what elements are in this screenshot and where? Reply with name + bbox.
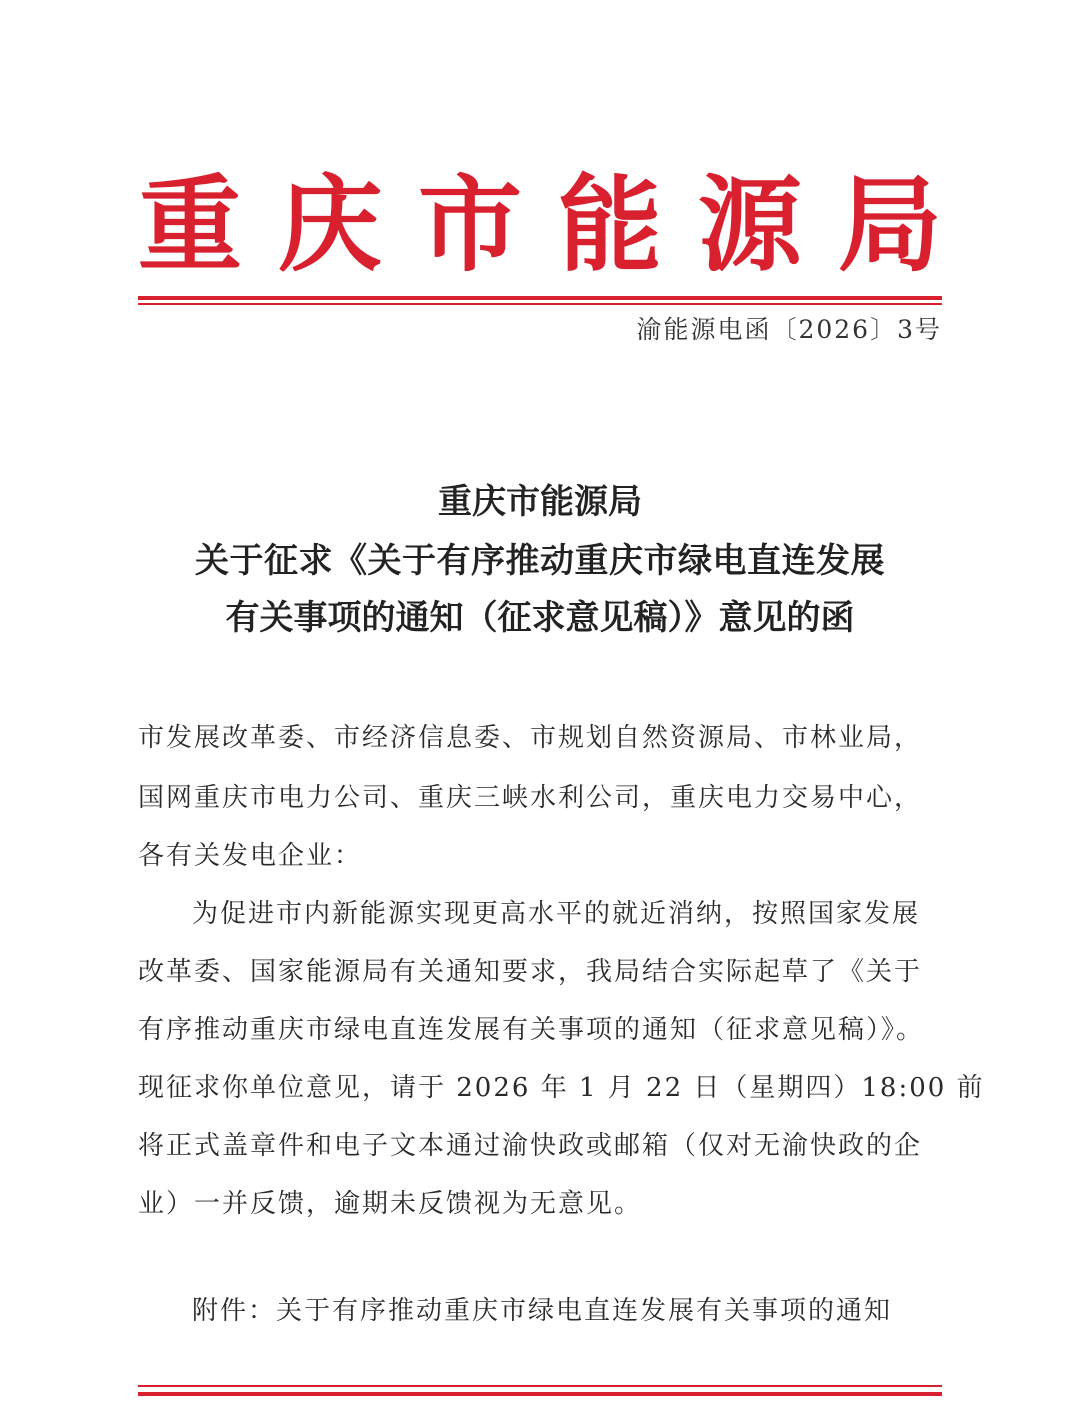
body-line: 为促进市内新能源实现更高水平的就近消纳，按照国家发展 (192, 899, 921, 929)
masthead-char: 局 (837, 163, 942, 286)
masthead-char: 庆 (277, 163, 382, 286)
body-line: 将正式盖章件和电子文本通过渝快政或邮箱（仅对无渝快政的企 (138, 1131, 923, 1161)
header-rule-thin (138, 303, 942, 305)
masthead-char: 重 (138, 163, 243, 286)
body-line: 改革委、国家能源局有关通知要求，我局结合实际起草了《关于 (138, 957, 923, 987)
header-rule-thick (138, 296, 942, 300)
document-number: 渝能源电函〔2026〕3号 (636, 315, 942, 344)
footer-rule-thick (138, 1392, 942, 1396)
title-line-3: 有关事项的通知（征求意见稿）》意见的函 (225, 598, 855, 638)
attachment-line: 附件：关于有序推动重庆市绿电直连发展有关事项的通知 (192, 1296, 893, 1326)
addressee-line: 市发展改革委、市经济信息委、市规划自然资源局、市林业局， (138, 723, 923, 753)
footer-rule-thin (138, 1385, 942, 1387)
body-line: 有序推动重庆市绿电直连发展有关事项的通知（征求意见稿）》。 (138, 1015, 925, 1045)
body-line: 业）一并反馈，逾期未反馈视为无意见。 (138, 1189, 643, 1219)
masthead (138, 160, 942, 290)
masthead-char: 能 (557, 163, 662, 286)
title-line-2: 关于征求《关于有序推动重庆市绿电直连发展 (195, 541, 885, 581)
body-line: 现征求你单位意见，请于 2026 年 1 月 22 日（星期四）18:00 前 (138, 1073, 985, 1103)
masthead-char: 源 (697, 163, 802, 286)
masthead-char: 市 (417, 163, 522, 286)
addressee-line: 各有关发电企业： (138, 841, 363, 871)
title-line-1: 重庆市能源局 (438, 482, 642, 522)
addressee-line: 国网重庆市电力公司、重庆三峡水利公司，重庆电力交易中心， (138, 783, 923, 813)
